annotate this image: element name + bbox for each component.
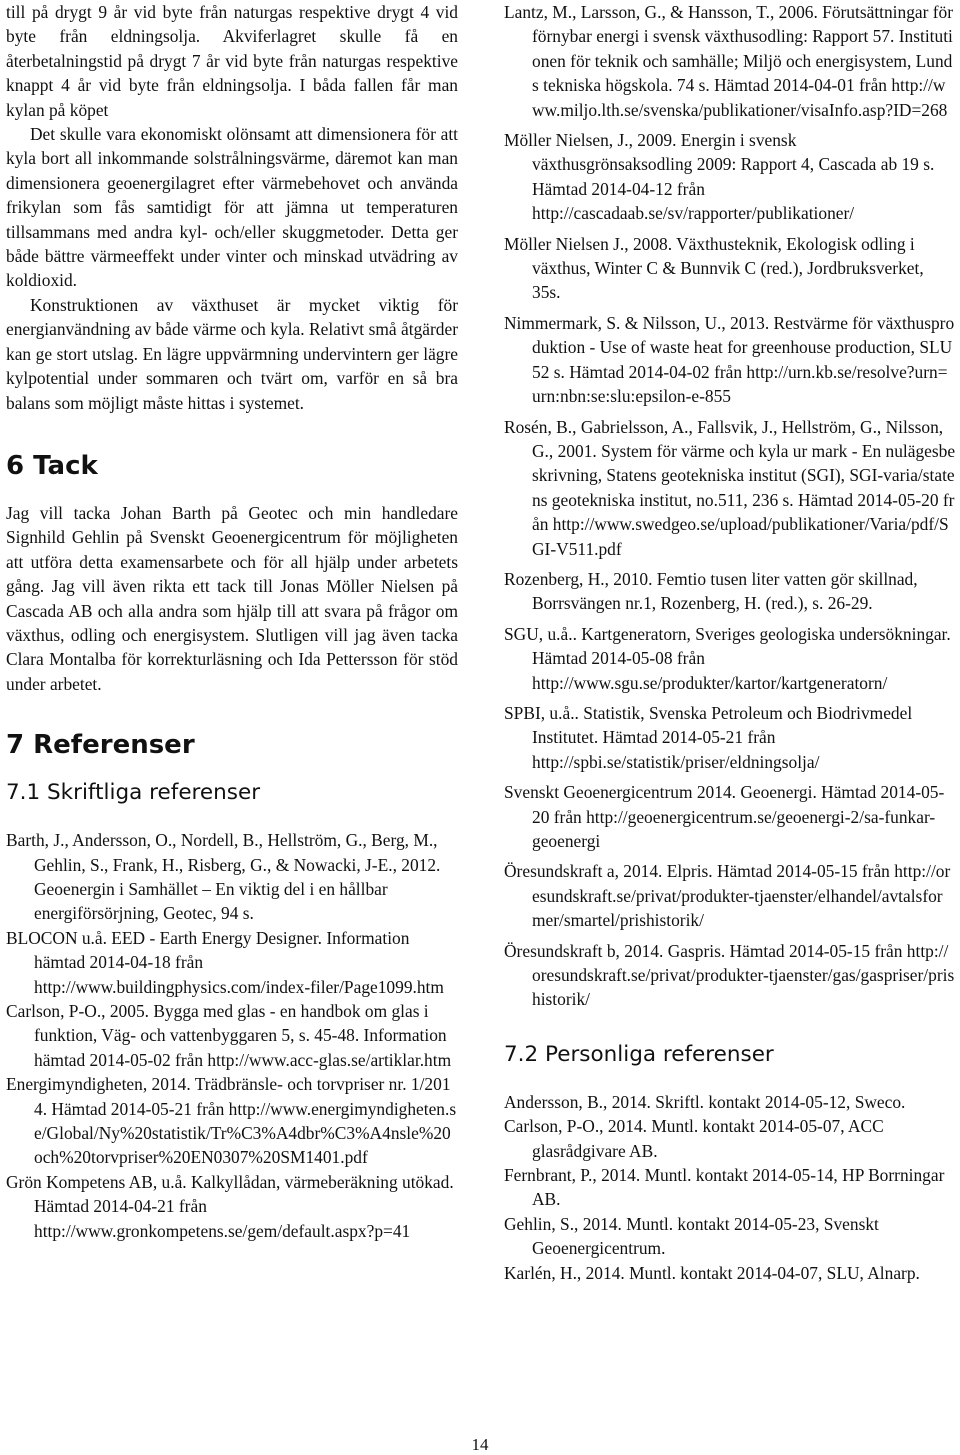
section-heading-referenser: 7 Referenser	[6, 730, 195, 761]
reference-item: Lantz, M., Larsson, G., & Hansson, T., 2006. Förutsättningar för förnybar energi i svensk växthusodling: Rapport 57. Institutionen för teknik och samhälle; Miljö och energisystem, Lunds tekniska högskola. 74 s. Hämtad 2014-04-01 från http://www.miljo.lth.se/svenska/publikationer/visaInfo.asp?ID=268	[504, 2, 954, 120]
section-heading-tack: 6 Tack	[6, 450, 98, 481]
reference-item: Rosén, B., Gabrielsson, A., Fallsvik, J., Hellström, G., Nilsson, G., 2001. System för värme och kyla ur mark - En nulägesbeskrivning, Statens geotekniska institut (SGI), SGI-varia/statens geotekniska institut, no.511, 236 s. Hämtad 2014-05-20 från http://www.swedgeo.se/upload/publikationer/Varia/pdf/SGI-V511.pdf	[504, 416, 956, 559]
body-paragraph-3: Konstruktionen av växthuset är mycket viktig för energianvändning av både värme och kyla. Relativt små åtgärder kan ge stort utslag. En lägre uppvärmning undervintern ger lägre kylpotential under sommaren och tvärt om, varför en så bra balans som möjligt måste hittas i systemet.	[6, 294, 458, 413]
personal-reference-item: Carlson, P-O., 2014. Muntl. kontakt 2014-05-07, ACC glasrådgivare AB.	[504, 1116, 884, 1161]
reference-item: Svenskt Geoenergicentrum 2014. Geoenergi. Hämtad 2014-05-20 från http://geoenergicentrum.se/geoenergi-2/sa-funkar-geoenergi	[504, 782, 945, 851]
reference-item: SGU, u.å.. Kartgeneratorn, Sveriges geologiska undersökningar. Hämtad 2014-05-08 från http://www.sgu.se/produkter/kartor/kartgeneratorn/	[504, 623, 951, 693]
reference-item: Grön Kompetens AB, u.å. Kalkyllådan, värmeberäkning utökad. Hämtad 2014-04-21 från http://www.gronkompetens.se/gem/default.aspx?p=41	[6, 1171, 454, 1241]
personal-reference-item: Karlén, H., 2014. Muntl. kontakt 2014-04-07, SLU, Alnarp.	[504, 1262, 920, 1283]
left-column	[6, 0, 458, 1243]
personal-reference-list	[504, 1090, 956, 1285]
reference-item: Barth, J., Andersson, O., Nordell, B., Hellström, G., Berg, M., Gehlin, S., Frank, H., Risberg, G., & Nowacki, J-E., 2012. Geoenergin i Samhället – En viktig del i en hållbar energiförsörjning, Geotec, 94 s.	[6, 830, 441, 924]
subsection-heading-personal-refs: 7.2 Personliga referenser	[504, 1041, 774, 1067]
reference-item: Rozenberg, H., 2010. Femtio tusen liter vatten gör skillnad, Borrsvängen nr.1, Rozenberg, H. (red.), s. 26-29.	[504, 568, 918, 614]
reference-list-right	[504, 0, 956, 1012]
intro-paragraph: till på drygt 9 år vid byte från naturgas respektive drygt 4 vid byte från eldningsolja. Akviferlagret skulle få en återbetalningstid på drygt 7 år vid byte från naturgas respektive knappt 4 år vid byte från eldningsolja. I båda fallen får man kylan på köpet	[6, 2, 458, 120]
reference-item: Öresundskraft a, 2014. Elpris. Hämtad 2014-05-15 från http://oresundskraft.se/privat/produkter-tjaenster/elhandel/avtalsformer/smartel/prishistorik/	[504, 861, 951, 931]
right-column	[504, 0, 956, 1285]
personal-reference-item: Andersson, B., 2014. Skriftl. kontakt 2014-05-12, Sweco.	[504, 1091, 906, 1112]
tack-paragraph: Jag vill tacka Johan Barth på Geotec och min handledare Signhild Gehlin på Svenskt Geoenergicentrum för möjligheten att utföra detta examensarbete och för all hjälp under arbetets gång. Jag vill även rikta ett tack till Jonas Möller Nielsen på Cascada AB och alla andra som hjälp till att svara på frågor om växthus, odling och energisystem. Slutligen vill jag även tacka Clara Montalba för korrekturläsning och Ida Pettersson för stöd under arbetet.	[6, 502, 458, 694]
personal-reference-item: Fernbrant, P., 2014. Muntl. kontakt 2014-05-14, HP Borrningar AB.	[504, 1165, 945, 1210]
reference-item: Nimmermark, S. & Nilsson, U., 2013. Restvärme för växthusproduktion - Use of waste heat for greenhouse production, SLU 52 s. Hämtad 2014-04-02 från http://urn.kb.se/resolve?urn=urn:nbn:se:slu:epsilon-e-855	[504, 312, 955, 407]
reference-item: Energimyndigheten, 2014. Trädbränsle- och torvpriser nr. 1/2014. Hämtad 2014-05-21 från http://www.energimyndigheten.se/Global/Ny%20statistik/Tr%C3%A4dbr%C3%A4nsle%20och%20torvpriser%20EN0307%20SM1401.pdf	[6, 1074, 457, 1168]
reference-list-left	[6, 828, 458, 1243]
reference-item: Möller Nielsen J., 2008. Växthusteknik, Ekologisk odling i växthus, Winter C & Bunnvik C (red.), Jordbruksverket, 35s.	[504, 233, 924, 303]
reference-item: SPBI, u.å.. Statistik, Svenska Petroleum och Biodrivmedel Institutet. Hämtad 2014-05-21 från http://spbi.se/statistik/priser/eldningsolja/	[504, 702, 913, 772]
reference-item: Öresundskraft b, 2014. Gaspris. Hämtad 2014-05-15 från http://oresundskraft.se/privat/produkter-tjaenster/gas/gaspriser/prishistorik/	[504, 940, 955, 1010]
page-number: 14	[471, 1435, 489, 1454]
subsection-heading-written-refs: 7.1 Skriftliga referenser	[6, 780, 261, 806]
reference-item: Möller Nielsen, J., 2009. Energin i svensk växthusgrönsaksodling 2009: Rapport 4, Cascada ab 19 s. Hämtad 2014-04-12 från http://cascadaab.se/sv/rapporter/publikationer/	[504, 130, 935, 224]
personal-reference-item: Gehlin, S., 2014. Muntl. kontakt 2014-05-23, Svenskt Geoenergicentrum.	[504, 1213, 879, 1259]
reference-item: Carlson, P-O., 2005. Bygga med glas - en handbok om glas i funktion, Väg- och vattenbyggaren 5, s. 45-48. Information hämtad 2014-05-02 från http://www.acc-glas.se/artiklar.htm	[6, 1001, 452, 1070]
reference-item: BLOCON u.å. EED - Earth Energy Designer. Information hämtad 2014-04-18 från http://www.buildingphysics.com/index-filer/Page1099.htm	[6, 927, 444, 997]
body-paragraph-2: Det skulle vara ekonomiskt olönsamt att dimensionera för att kyla bort all inkommande solstrålningsvärme, däremot kan man dimensionera geoenergilagret efter värmebehovet och använda frikylan som fås samtidigt för att jämna ut temperaturen tillsammans med andra kyl- och/eller skuggmetoder. Detta ger både bättre värmeeffekt under vinter och minskad utvädring av koldioxid.	[6, 124, 458, 291]
